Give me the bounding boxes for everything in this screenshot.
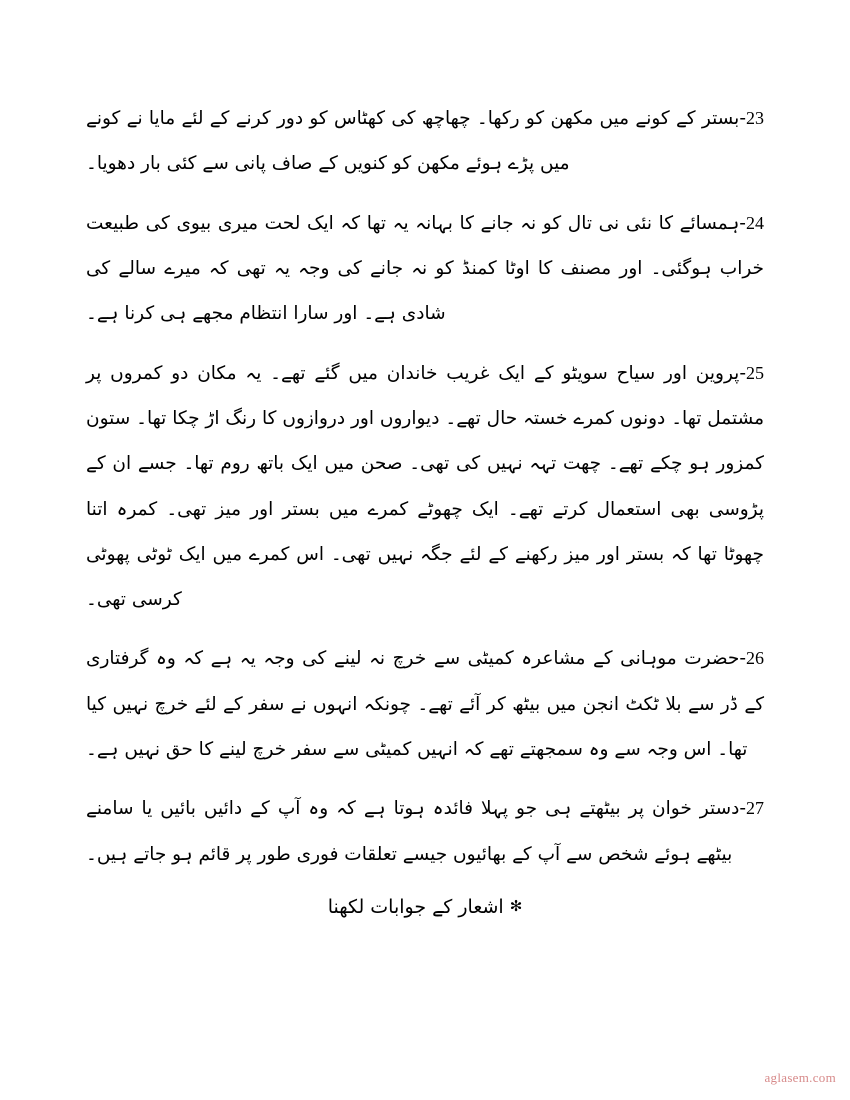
paragraph-27	[86, 786, 764, 877]
document-body	[86, 96, 764, 929]
paragraph-number-24: 24	[746, 212, 764, 233]
paragraph-text-23: -بستر کے کونے میں مکھن کو رکھا۔ چھاچھ کی کھٹاس کو دور کرنے کے لئے مایا نے کونے میں پڑے ہوئے مکھن کو کنویں کے صاف پانی سے کئی بار دھویا۔	[86, 108, 746, 175]
closing-line-text: اشعار کے جوابات لکھنا	[327, 896, 504, 918]
paragraph-number-27: 27	[746, 798, 764, 819]
paragraph-text-24: -ہمسائے کا نئی نی تال کو نہ جانے کا بہانہ یہ تھا کہ ایک لحت میری بیوی کی طبیعت خراب ہوگئی۔ اور مصنف کا اوٹا کمنڈ کو نہ جانے کی وجہ یہ تھی کہ میرے سالے کی شادی ہے۔ اور سارا انتظام مجھے ہی کرنا ہے۔	[86, 212, 764, 325]
closing-line	[86, 887, 764, 929]
paragraph-number-23: 23	[746, 108, 764, 128]
paragraph-text-26: -حضرت موہانی کے مشاعرہ کمیٹی سے خرچ نہ لینے کی وجہ یہ ہے کہ وہ گرفتاری کے ڈر سے بلا ٹکٹ انجن میں بیٹھ کر آئے تھے۔ چونکہ انہوں نے سفر کے لئے خرچ نہیں کیا تھا۔ اس وجہ سے وہ سمجھتے تھے کہ انہیں کمیٹی سے سفر خرچ لینے کا حق نہیں ہے۔	[86, 648, 764, 761]
asterisk-icon: ✻	[509, 897, 523, 915]
paragraph-23	[86, 96, 764, 187]
watermark: aglasem.com	[764, 1070, 836, 1085]
paragraph-26	[86, 636, 764, 772]
paragraph-text-25: -پروین اور سیاح سویٹو کے ایک غریب خاندان میں گئے تھے۔ یہ مکان دو کمروں پر مشتمل تھا۔ دونوں کمرے خستہ حال تھے۔ دیواروں اور دروازوں کا رنگ اڑ چکا تھا۔ ستون کمزور ہو چکے تھے۔ چھت تہہ نہیں کی تھی۔ صحن میں ایک باتھ روم تھا۔ جسے ان کے پڑوسی بھی استعمال کرتے تھے۔ ایک چھوٹے کمرے میں بستر اور میز تھی۔ کمرہ اتنا چھوٹا تھا کہ بستر اور میز رکھنے کے لئے جگہ نہیں تھی۔ اس کمرے میں ایک ٹوٹی پھوٹی کرسی تھی۔	[86, 362, 764, 611]
paragraph-24	[86, 201, 764, 337]
paragraph-text-27: -دستر خوان پر بیٹھتے ہی جو پہلا فائدہ ہوتا ہے کہ وہ آپ کے دائیں بائیں یا سامنے بیٹھے ہوئے شخص سے آپ کے بھائیوں جیسے تعلقات فوری طور پر قائم ہو جاتے ہیں۔	[86, 798, 746, 865]
paragraph-number-25: 25	[746, 362, 764, 383]
paragraph-number-26: 26	[746, 648, 764, 669]
paragraph-25	[86, 351, 764, 623]
